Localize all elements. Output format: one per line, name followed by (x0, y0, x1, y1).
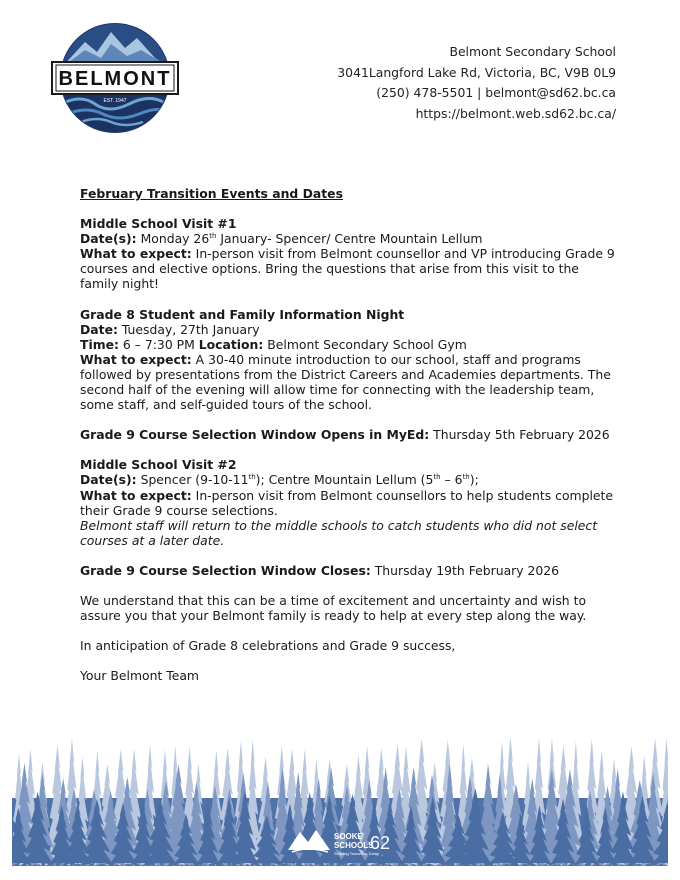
logo-tagline: Shaping Tomorrow Today (334, 851, 379, 856)
letter-body (80, 186, 620, 683)
logo-number: 62 (370, 833, 391, 853)
visit2-date: Date(s): Spencer (9-10-11th); Centre Mountain Lellum (5th – 6th); (80, 472, 479, 488)
logo-name: BELMONT (58, 68, 172, 90)
closing-paragraph: We understand that this can be a time of excitement and uncertainty and wish to assure you that your Belmont family is ready to help at every step along the way. (80, 592, 587, 624)
visit2-expect: What to expect: In-person visit from Belmont counsellors to help students complete their Grade 9 course selections. (80, 487, 614, 518)
school-address (337, 42, 616, 124)
school-street: 3041Langford Lake Rd, Victoria, BC, V9B 0L9 (337, 64, 616, 80)
night-expect: What to expect: A 30-40 minute introduction to our school, staff and programs followed by presentations from the District Careers and Academies departments. The second half of the evening will allow time for connecting with the leadership team, some staff, and self-guided tours of the school. (80, 351, 611, 413)
letter-heading: February Transition Events and Dates (80, 186, 343, 201)
night-title: Grade 8 Student and Family Information Night (80, 306, 405, 322)
night-time: Time: 6 – 7:30 PM Location: Belmont Secondary School Gym (80, 336, 467, 352)
night-date: Date: Tuesday, 27th January (80, 321, 260, 337)
visit2-note: Belmont staff will return to the middle schools to catch students who did not select courses at a later date. (80, 517, 598, 548)
visit1-date: Date(s): Monday 26th January- Spencer/ Centre Mountain Lellum (80, 231, 483, 247)
visit1-title: Middle School Visit #1 (80, 216, 237, 232)
signoff: Your Belmont Team (80, 668, 200, 684)
belmont-logo (51, 22, 179, 134)
visit1-expect: What to expect: In-person visit from Belmont counsellor and VP introducing Grade 9 courses and elective options. Bring the questions that arise from this visit to the family night! (80, 246, 615, 292)
school-name: Belmont Secondary School (449, 44, 616, 59)
school-url[interactable]: https://belmont.web.sd62.bc.ca/ (415, 105, 616, 121)
logo-schools: SCHOOLS (334, 841, 374, 850)
forest-banner (12, 728, 668, 866)
school-contact: (250) 478-5501 | belmont@sd62.bc.ca (376, 85, 616, 100)
window-close: Grade 9 Course Selection Window Closes: Thursday 19th February 2026 (80, 562, 560, 578)
window-open: Grade 9 Course Selection Window Opens in MyEd: Thursday 5th February 2026 (80, 427, 610, 443)
closing-line: In anticipation of Grade 8 celebrations and Grade 9 success, (80, 638, 456, 654)
logo-sooke: SOOKE (334, 832, 363, 841)
visit2-title: Middle School Visit #2 (80, 457, 237, 473)
logo-est: EST. 1947 (103, 98, 127, 104)
